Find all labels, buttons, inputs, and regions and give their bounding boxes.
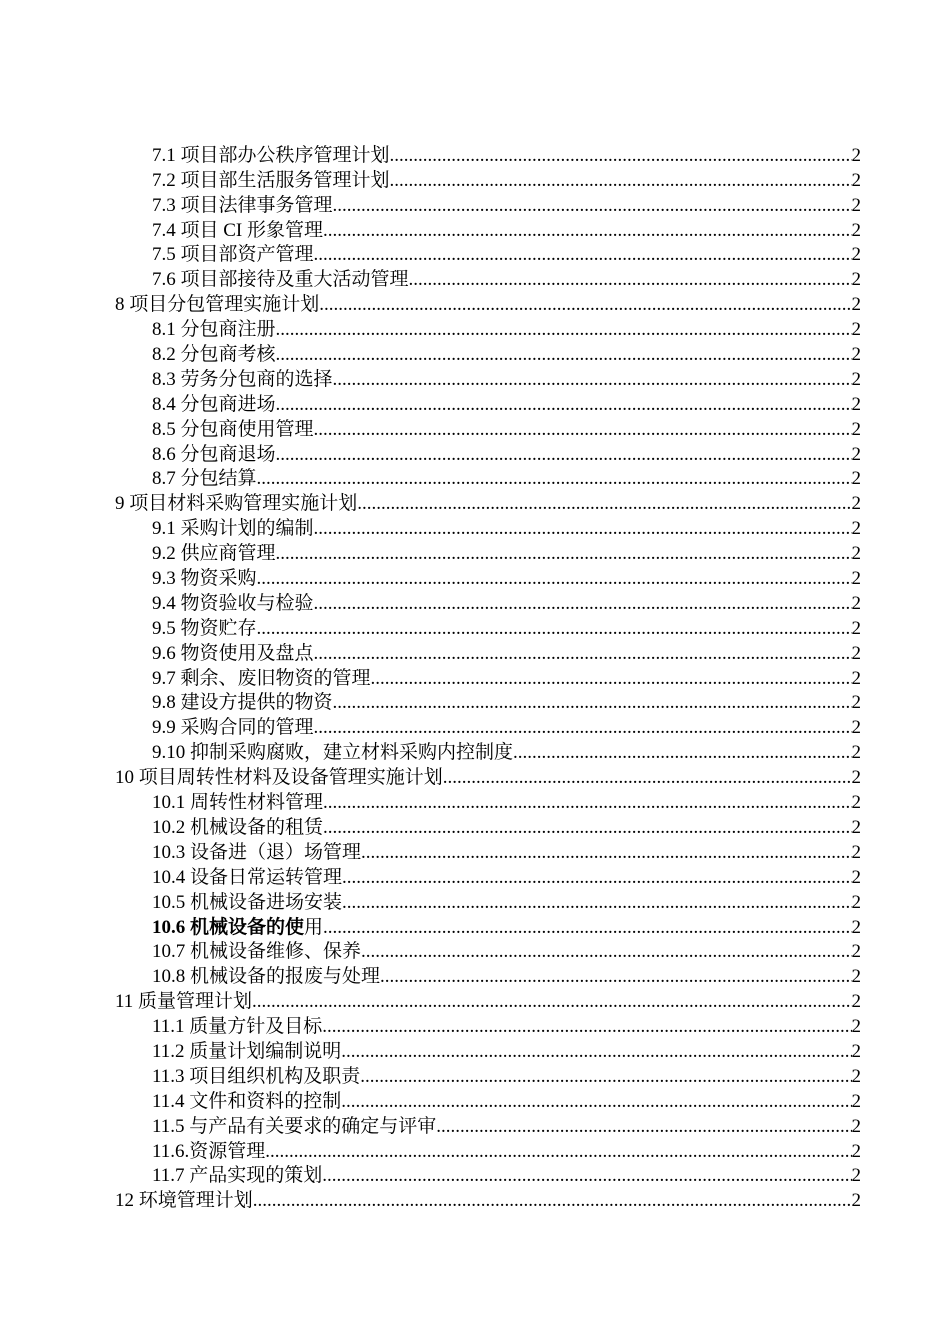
toc-entry-title: 9.3 物资采购 [152,568,257,590]
toc-entry-title: 11.7 产品实现的策划 [152,1165,323,1187]
toc-entry-title: 10.1 周转性材料管理 [152,792,324,814]
toc-section-entry[interactable] [115,964,861,989]
toc-page-number: 2 [851,269,861,291]
toc-chapter-entry[interactable] [115,765,861,790]
toc-dot-leader [390,144,852,168]
toc-page-number: 2 [851,368,861,390]
toc-page-number: 2 [851,692,861,714]
toc-section-entry[interactable] [115,168,861,193]
toc-chapter-entry[interactable] [115,1188,861,1213]
toc-page-number: 2 [851,841,861,863]
toc-dot-leader [252,990,851,1014]
toc-section-entry[interactable] [115,1039,861,1064]
toc-entry-title: 8.7 分包结算 [152,468,257,490]
toc-entry-title: 8.2 分包商考核 [152,344,276,366]
toc-page-number: 2 [851,144,861,166]
toc-page-number: 2 [851,543,861,565]
toc-page-number: 2 [851,717,861,739]
toc-section-entry[interactable] [115,1139,861,1164]
toc-page-number: 2 [851,518,861,540]
toc-dot-leader [513,741,851,765]
toc-page-number: 2 [851,169,861,191]
toc-entry-title: 9.4 物资验收与检验 [152,592,314,614]
toc-chapter-entry[interactable] [115,989,861,1014]
toc-page-number: 2 [851,319,861,341]
toc-section-entry[interactable] [115,367,861,392]
toc-dot-leader [253,1189,852,1213]
toc-dot-leader [323,219,851,243]
toc-section-entry[interactable] [115,815,861,840]
toc-dot-leader [342,866,851,890]
toc-entry-title: 10.5 机械设备进场安装 [152,891,343,913]
toc-page-number: 2 [851,443,861,465]
toc-entry-title: 10.7 机械设备维修、保养 [152,941,362,963]
toc-section-entry[interactable] [115,641,861,666]
toc-section-entry[interactable] [115,865,861,890]
toc-page-number: 2 [851,1165,861,1187]
toc-dot-leader [443,766,852,790]
toc-page-number: 2 [851,294,861,316]
toc-entry-title: 7.1 项目部办公秩序管理计划 [152,144,390,166]
toc-section-entry[interactable] [115,591,861,616]
toc-dot-leader [380,965,851,989]
toc-section-entry[interactable] [115,691,861,716]
toc-entry-title: 11.6.资源管理 [152,1140,266,1162]
toc-section-entry[interactable] [115,940,861,965]
toc-page-number: 2 [851,219,861,241]
toc-section-entry[interactable] [115,666,861,691]
toc-dot-leader [436,1115,851,1139]
toc-dot-leader [314,418,852,442]
toc-dot-leader [357,492,851,516]
toc-entry-title: 8.5 分包商使用管理 [152,418,314,440]
toc-dot-leader [342,891,851,915]
toc-entry-title: 7.3 项目法律事务管理 [152,194,333,216]
toc-entry-title: 8 项目分包管理实施计划 [115,294,320,316]
toc-section-entry[interactable] [115,840,861,865]
toc-dot-leader [276,393,852,417]
toc-entry-title: 9.8 建设方提供的物资 [152,692,333,714]
toc-dot-leader [257,467,852,491]
toc-dot-leader [323,916,851,940]
toc-section-entry[interactable] [115,243,861,268]
toc-dot-leader [276,443,852,467]
toc-entry-title: 10.8 机械设备的报废与处理 [152,966,381,988]
toc-dot-leader [361,940,851,964]
toc-entry-title: 9 项目材料采购管理实施计划 [115,493,358,515]
toc-page-number: 2 [851,1140,861,1162]
table-of-contents [115,143,861,1213]
toc-dot-leader [323,816,851,840]
toc-page-number: 2 [851,891,861,913]
toc-section-entry[interactable] [115,342,861,367]
toc-dot-leader [333,691,852,715]
toc-page-number: 2 [851,916,861,938]
toc-dot-leader [360,1065,851,1089]
toc-chapter-entry[interactable] [115,491,861,516]
toc-section-entry[interactable] [115,218,861,243]
toc-entry-title: 9.7 剩余、废旧物资的管理 [152,667,371,689]
toc-dot-leader [341,1090,851,1114]
toc-entry-title: 7.5 项目部资产管理 [152,244,314,266]
toc-section-entry[interactable] [115,1164,861,1189]
toc-page-number: 2 [851,568,861,590]
toc-entry-title: 8.4 分包商进场 [152,393,276,415]
toc-page-number: 2 [851,418,861,440]
toc-dot-leader [314,517,852,541]
toc-entry-title: 9.9 采购合同的管理 [152,717,314,739]
toc-dot-leader [314,243,852,267]
toc-section-entry[interactable] [115,1114,861,1139]
toc-page-number: 2 [851,866,861,888]
toc-page-number: 2 [851,493,861,515]
toc-page-number: 2 [851,244,861,266]
toc-entry-title: 11.2 质量计划编制说明 [152,1040,342,1062]
toc-entry-title: 10 项目周转性材料及设备管理实施计划 [115,767,443,789]
toc-section-entry[interactable] [115,193,861,218]
toc-entry-title: 11.4 文件和资料的控制 [152,1090,342,1112]
toc-page-number: 2 [851,592,861,614]
toc-chapter-entry[interactable] [115,292,861,317]
toc-entry-title: 10.2 机械设备的租赁 [152,816,324,838]
toc-page-number: 2 [851,617,861,639]
toc-page-number: 2 [851,393,861,415]
toc-page-number: 2 [851,991,861,1013]
toc-entry-title: 9.5 物资贮存 [152,617,257,639]
toc-section-entry[interactable] [115,516,861,541]
toc-section-entry[interactable] [115,715,861,740]
toc-entry-title: 12 环境管理计划 [115,1190,253,1212]
toc-dot-leader [322,1164,851,1188]
toc-dot-leader [276,343,852,367]
toc-section-entry[interactable] [115,143,861,168]
toc-dot-leader [276,318,852,342]
toc-entry-title: 11.1 质量方针及目标 [152,1016,323,1038]
toc-page-number: 2 [851,344,861,366]
toc-entry-title: 11.5 与产品有关要求的确定与评审 [152,1115,437,1137]
toc-dot-leader [314,642,852,666]
toc-section-entry[interactable] [115,541,861,566]
toc-page-number: 2 [851,1090,861,1112]
toc-entry-title: 10.3 设备进（退）场管理 [152,841,362,863]
toc-entry-title: 9.2 供应商管理 [152,543,276,565]
toc-page-number: 2 [851,792,861,814]
toc-page-number: 2 [851,1190,861,1212]
toc-dot-leader [319,293,851,317]
toc-page-number: 2 [851,1065,861,1087]
toc-section-entry[interactable] [115,890,861,915]
toc-section-entry[interactable] [115,790,861,815]
toc-entry-title: 11.3 项目组织机构及职责 [152,1065,361,1087]
toc-entry-title: 10.4 设备日常运转管理 [152,866,343,888]
toc-dot-leader [341,1040,851,1064]
toc-page-number: 2 [851,941,861,963]
toc-page-number: 2 [851,1016,861,1038]
toc-section-entry[interactable] [115,267,861,292]
toc-entry-title: 11 质量管理计划 [115,991,253,1013]
toc-entry-title: 7.2 项目部生活服务管理计划 [152,169,390,191]
toc-dot-leader [257,567,852,591]
toc-dot-leader [390,169,852,193]
toc-page-number: 2 [851,1040,861,1062]
toc-entry-title: 用 [304,916,324,938]
toc-entry-title: 8.1 分包商注册 [152,319,276,341]
toc-dot-leader [314,592,852,616]
toc-page-number: 2 [851,667,861,689]
toc-section-entry[interactable] [115,915,861,940]
toc-entry-title: 8.6 分包商退场 [152,443,276,465]
toc-dot-leader [333,194,852,218]
toc-page-number: 2 [851,816,861,838]
toc-dot-leader [276,542,852,566]
toc-page-number: 2 [851,194,861,216]
toc-page-number: 2 [851,642,861,664]
toc-section-entry[interactable] [115,1014,861,1039]
toc-section-entry[interactable] [115,317,861,342]
toc-section-entry[interactable] [115,1089,861,1114]
toc-dot-leader [257,617,852,641]
toc-section-entry[interactable] [115,392,861,417]
toc-page-number: 2 [851,767,861,789]
toc-entry-title: 9.10 抑制采购腐败，建立材料采购内控制度 [152,742,514,764]
toc-page-number: 2 [851,468,861,490]
toc-dot-leader [361,841,851,865]
toc-entry-title: 9.1 采购计划的编制 [152,518,314,540]
toc-section-entry[interactable] [115,740,861,765]
toc-dot-leader [322,1015,851,1039]
toc-page-number: 2 [851,742,861,764]
toc-page-number: 2 [851,966,861,988]
toc-entry-title: 9.6 物资使用及盘点 [152,642,314,664]
toc-section-entry[interactable] [115,1064,861,1089]
toc-section-entry[interactable] [115,616,861,641]
toc-dot-leader [333,368,852,392]
toc-dot-leader [314,716,852,740]
toc-entry-title: 7.6 项目部接待及重大活动管理 [152,269,409,291]
toc-page-number: 2 [851,1115,861,1137]
toc-entry-title: 7.4 项目 CI 形象管理 [152,219,324,241]
toc-section-entry[interactable] [115,417,861,442]
toc-dot-leader [323,791,851,815]
toc-section-entry[interactable] [115,467,861,492]
toc-dot-leader [265,1140,851,1164]
toc-entry-title: 8.3 劳务分包商的选择 [152,368,333,390]
toc-entry-title-bold: 10.6 机械设备的使 [152,916,305,938]
toc-dot-leader [409,268,852,292]
toc-section-entry[interactable] [115,442,861,467]
toc-dot-leader [371,667,852,691]
toc-section-entry[interactable] [115,566,861,591]
